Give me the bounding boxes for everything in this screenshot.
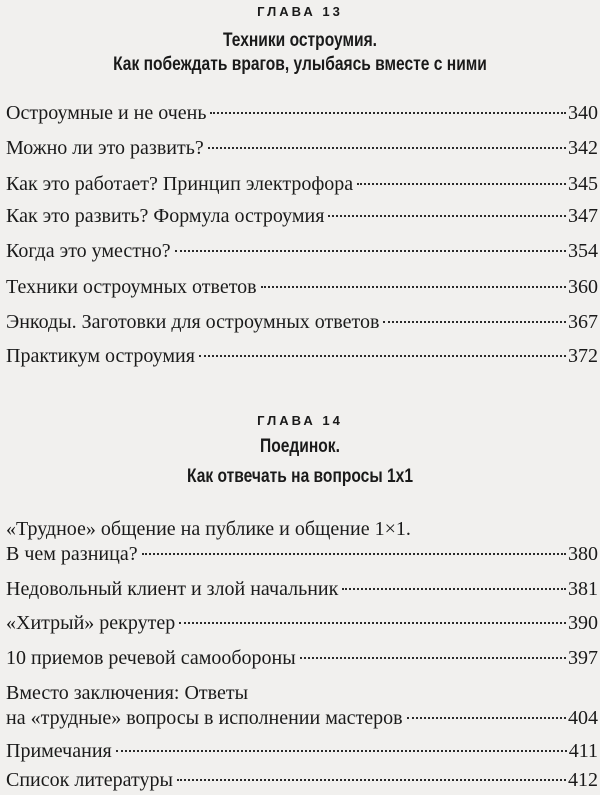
toc-entry[interactable] <box>6 276 598 302</box>
dot-leader <box>210 112 566 114</box>
toc-entry[interactable] <box>6 240 598 266</box>
toc-entry-title: Остроумные и не очень <box>6 102 207 124</box>
dot-leader <box>300 657 566 659</box>
dot-leader <box>342 588 566 590</box>
toc-entry-title: 10 приемов речевой самообороны <box>6 647 296 669</box>
toc-entry-title: Когда это уместно? <box>6 240 171 262</box>
toc-entry-page: 411 <box>568 740 598 762</box>
toc-entry-page: 412 <box>568 769 598 791</box>
toc-entry-title: «Хитрый» рекрутер <box>6 612 176 634</box>
dot-leader <box>383 321 566 323</box>
toc-entry[interactable] <box>6 137 598 163</box>
toc-entry[interactable] <box>6 740 598 766</box>
dot-leader <box>177 779 566 781</box>
toc-entry[interactable] <box>6 612 598 638</box>
toc-entry-page: 381 <box>568 578 598 600</box>
toc-entry-title: Техники остроумных ответов <box>6 276 257 298</box>
toc-entry-title: Как это работает? Принцип электрофора <box>6 173 354 195</box>
dot-leader <box>116 750 567 752</box>
toc-entry-title: Можно ли это развить? <box>6 137 204 159</box>
toc-entry[interactable] <box>6 311 598 337</box>
dot-leader <box>179 622 566 624</box>
toc-entry-title: на «трудные» вопросы в исполнении мастеров <box>6 707 403 729</box>
chapter-13-label: ГЛАВА 13 <box>257 4 343 19</box>
toc-entry-page: 354 <box>568 240 598 262</box>
dot-leader <box>142 553 566 555</box>
toc-entry-page: 380 <box>568 543 598 565</box>
dot-leader <box>199 355 566 357</box>
toc-entry-title: Как это развить? Формула остроумия <box>6 205 325 227</box>
toc-entry-page: 390 <box>568 612 598 634</box>
chapter-14-title-line2: Как отвечать на вопросы 1х1 <box>187 466 413 487</box>
toc-entry[interactable] <box>6 173 598 199</box>
dot-leader <box>328 215 566 217</box>
dot-leader <box>357 183 566 185</box>
toc-entry-page: 340 <box>568 102 598 124</box>
toc-entry[interactable] <box>6 647 598 673</box>
chapter-13-title-line1: Техники остроумия. <box>223 30 377 51</box>
toc-entry-title: Практикум остроумия <box>6 345 195 367</box>
toc-entry-title: Энкоды. Заготовки для остроумных ответов <box>6 311 380 333</box>
toc-entry-page: 360 <box>568 276 598 298</box>
toc-entry-page: 367 <box>568 311 598 333</box>
dot-leader <box>208 147 566 149</box>
toc-entry-page: 404 <box>568 707 598 729</box>
toc-entry-page: 347 <box>568 205 598 227</box>
dot-leader <box>407 717 566 719</box>
toc-entry-title: Примечания <box>6 740 112 762</box>
chapter-14-title-line1: Поединок. <box>260 436 340 457</box>
toc-entry-title: Список литературы <box>6 769 173 791</box>
toc-entry[interactable] <box>6 543 598 569</box>
chapter-14-label: ГЛАВА 14 <box>257 413 343 428</box>
toc-entry[interactable] <box>6 102 598 128</box>
toc-entry-title-first-line: «Трудное» общение на публике и общение 1×1. <box>6 518 411 540</box>
toc-entry[interactable] <box>6 205 598 231</box>
toc-entry-title: В чем разница? <box>6 543 138 565</box>
chapter-13-title-line2: Как побеждать врагов, улыбаясь вместе с ними <box>113 54 487 75</box>
toc-entry[interactable] <box>6 345 598 371</box>
toc-entry-page: 372 <box>568 345 598 367</box>
toc-entry-title-first-line: Вместо заключения: Ответы <box>6 682 249 704</box>
toc-entry[interactable] <box>6 707 598 733</box>
toc-entry[interactable] <box>6 769 598 795</box>
toc-entry-page: 342 <box>568 137 598 159</box>
toc-entry-page: 345 <box>568 173 598 195</box>
dot-leader <box>175 250 566 252</box>
dot-leader <box>261 286 566 288</box>
toc-entry-title: Недовольный клиент и злой начальник <box>6 578 339 600</box>
toc-entry[interactable] <box>6 578 598 604</box>
toc-entry-page: 397 <box>568 647 598 669</box>
